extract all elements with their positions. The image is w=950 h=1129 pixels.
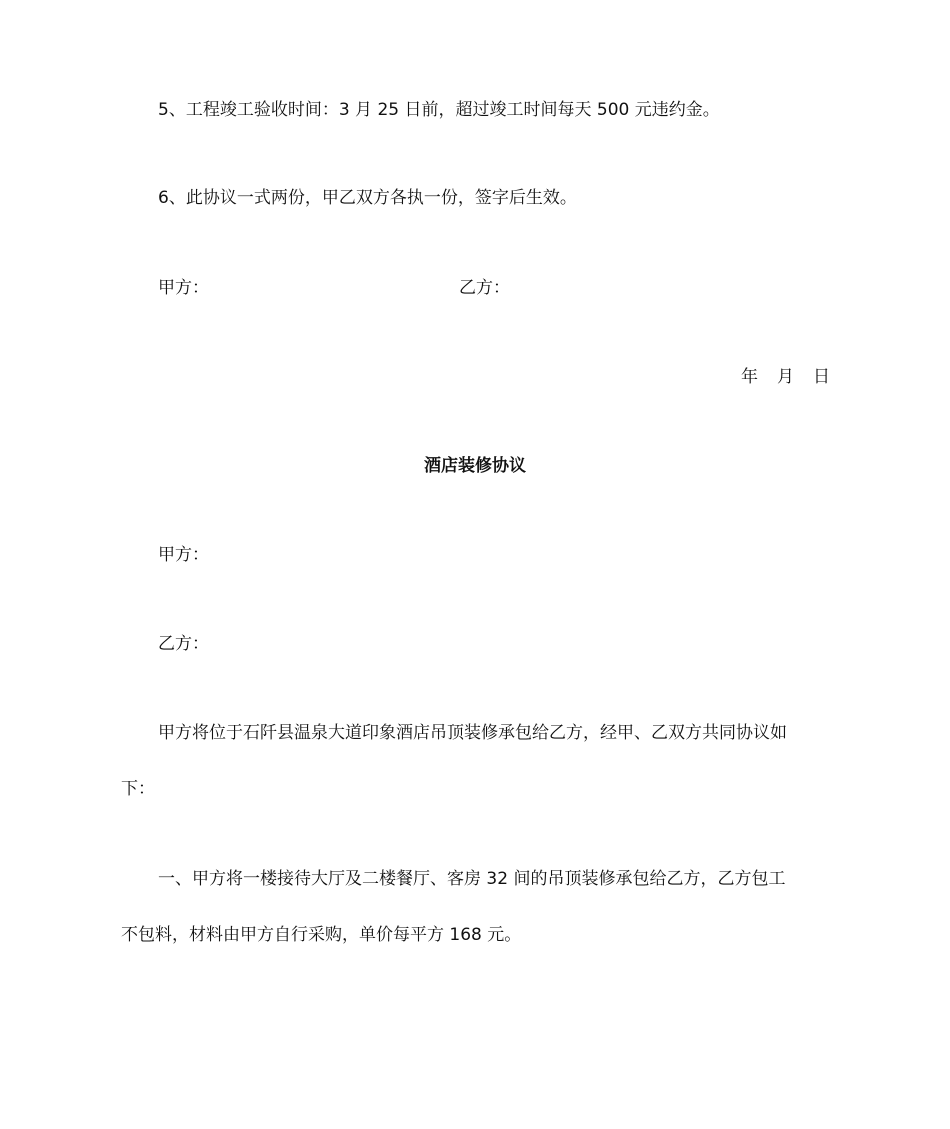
item-1-line-2: 不包料，材料由甲方自行采购，单价每平方 168 元。 (121, 925, 522, 945)
signature-party-a: 甲方： (158, 278, 209, 298)
clause-5: 5、工程竣工验收时间：3 月 25 日前，超过竣工时间每天 500 元违约金。 (158, 100, 720, 120)
intro-paragraph-line-2: 下： (121, 779, 155, 799)
date-month: 月 (777, 367, 794, 387)
signature-date (741, 366, 830, 388)
document-title: 酒店装修协议 (424, 456, 526, 476)
item-1-line-1: 一、甲方将一楼接待大厅及二楼餐厅、客房 32 间的吊顶装修承包给乙方，乙方包工 (158, 869, 786, 889)
clause-6: 6、此协议一式两份，甲乙双方各执一份，签字后生效。 (158, 188, 577, 208)
intro-paragraph-line-1: 甲方将位于石阡县温泉大道印象酒店吊顶装修承包给乙方，经甲、乙双方共同协议如 (158, 723, 787, 743)
party-b-label: 乙方： (158, 634, 209, 654)
date-year: 年 (741, 367, 758, 387)
party-a-label: 甲方： (158, 545, 209, 565)
date-day: 日 (813, 367, 830, 387)
signature-party-b: 乙方： (459, 278, 510, 298)
